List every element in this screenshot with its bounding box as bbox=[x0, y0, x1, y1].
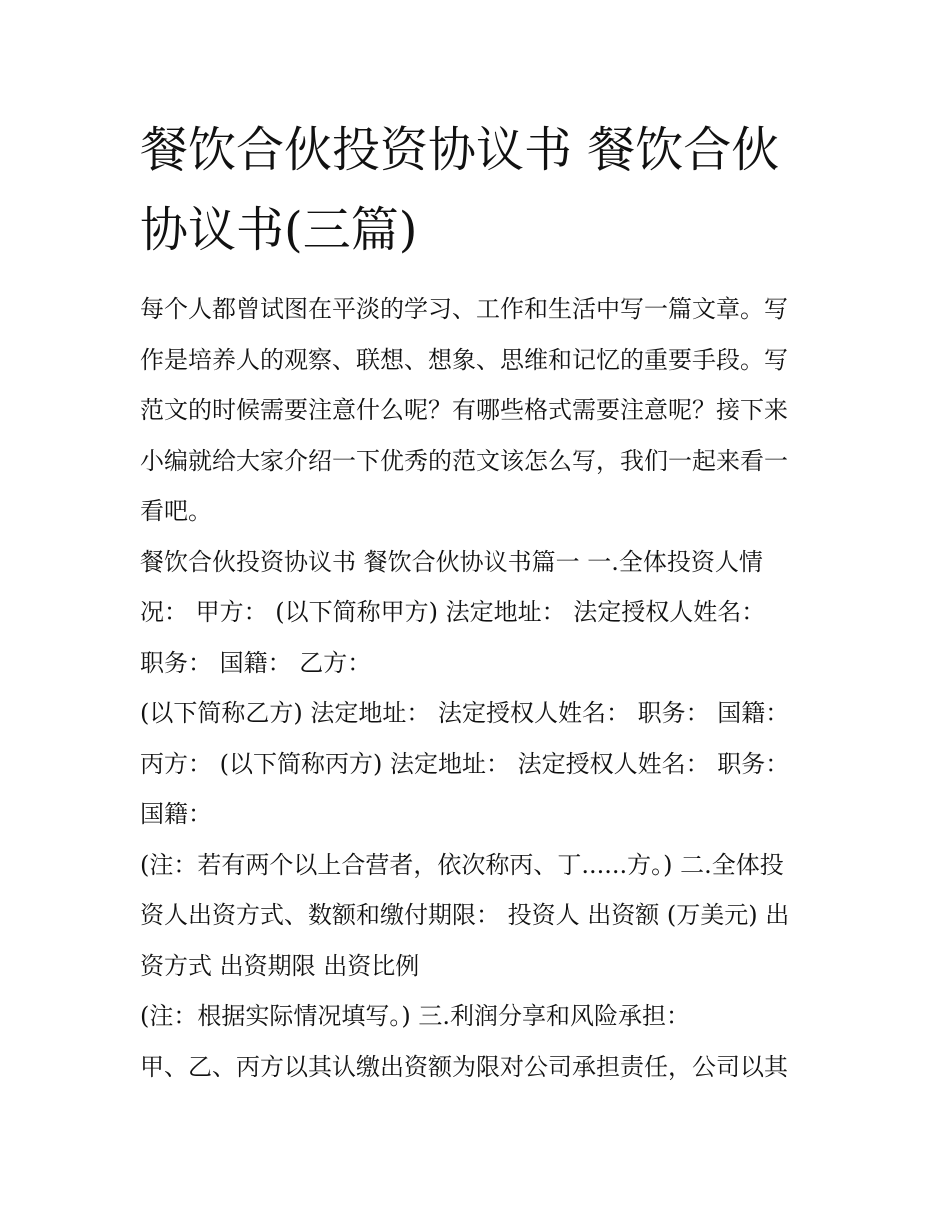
body-line: 作是培养人的观察、联想、想象、思维和记忆的重要手段。写 bbox=[140, 345, 788, 374]
body-line: 餐饮合伙投资协议书 餐饮合伙协议书篇一 一.全体投资人情 bbox=[140, 547, 763, 576]
title-line: 餐饮合伙投资协议书 餐饮合伙 bbox=[140, 122, 780, 178]
body-line: (注：根据实际情况填写。) 三.利润分享和风险承担： bbox=[140, 1002, 690, 1030]
body-line: 看吧。 bbox=[140, 497, 212, 525]
body-line: 范文的时候需要注意什么呢？有哪些格式需要注意呢？接下来 bbox=[140, 396, 788, 424]
body-line: 资方式 出资期限 出资比例 bbox=[140, 951, 420, 980]
body-line: (以下简称乙方) 法定地址： 法定授权人姓名： 职务： 国籍： bbox=[140, 699, 790, 727]
body-line: 小编就给大家介绍一下优秀的范文该怎么写，我们一起来看一 bbox=[140, 446, 788, 475]
body-line: 每个人都曾试图在平淡的学习、工作和生活中写一篇文章。写 bbox=[140, 295, 788, 323]
body-line: 职务： 国籍： 乙方： bbox=[140, 648, 372, 677]
body-line: 国籍： bbox=[140, 800, 212, 828]
body-line: 甲、乙、丙方以其认缴出资额为限对公司承担责任，公司以其 bbox=[140, 1052, 788, 1081]
body-line: 丙方： (以下简称丙方) 法定地址： 法定授权人姓名： 职务： bbox=[140, 749, 790, 778]
body-line: 况： 甲方： (以下简称甲方) 法定地址： 法定授权人姓名： bbox=[140, 598, 766, 626]
document-body bbox=[140, 284, 820, 1092]
document-content bbox=[140, 110, 820, 1092]
body-line: 资人出资方式、数额和缴付期限： 投资人 出资额 (万美元) 出 bbox=[140, 901, 790, 929]
document-title bbox=[140, 110, 820, 270]
title-line: 协议书(三篇) bbox=[140, 202, 418, 258]
body-line: (注：若有两个以上合营者，依次称丙、丁......方。) 二.全体投 bbox=[140, 850, 784, 879]
